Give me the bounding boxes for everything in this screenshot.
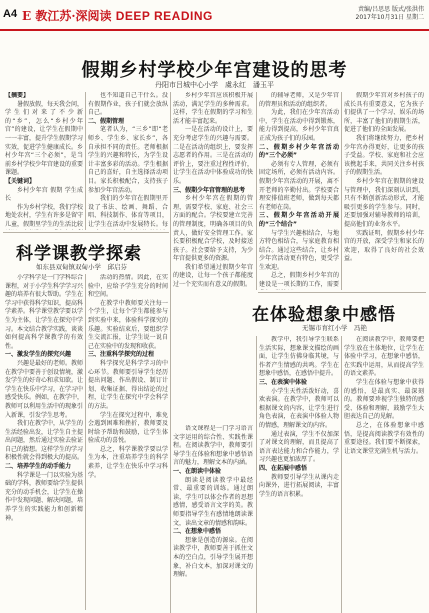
paragraph: 我们在教学中，从学生的生活经验出发，让学生自主提出问题，然后通过实验去验证自己的猜想。这样学生的学习积极性就会得到极大的提高。 bbox=[5, 420, 83, 462]
section-title bbox=[22, 7, 213, 24]
subheading: 三、假期少年宫管理的思考 bbox=[173, 186, 246, 194]
paragraph: 一是在活动的设计上，要充分考虑学生的兴趣与需要。二是在活动的组织上，要发挥志愿者的作用。三是在活动的评价上，要注重过程性评价，让学生在活动中体验成功的快乐。 bbox=[173, 126, 253, 185]
paragraph: 我们的少年宫在假期里开设了书法、绘画、舞蹈、合唱、科技制作、体育等项目，让学生在活动中发展特长。每 bbox=[88, 195, 168, 228]
article2-title: 科学课教学探索 bbox=[16, 244, 142, 264]
paragraph: 我们希望通过假期少年宫的建设，让每一个孩子都能度过一个充实而有意义的假期。 bbox=[173, 263, 253, 289]
paragraph: 活动的热情。因此，在实验中，应给予学生充分的时间和空间。 bbox=[88, 274, 168, 299]
column-divider bbox=[256, 336, 257, 613]
article1-column-1 bbox=[5, 92, 83, 230]
paragraph: 想象是创造的源泉。在阅读教学中，教师要善于抓住文本的空白点，引导学生展开想象，补白文本，加深对课文的理解。 bbox=[173, 536, 253, 579]
subheading: 二、假期乡村少年宫活动的“三个必须” bbox=[259, 143, 339, 160]
paragraph: 在阅读教学中，教师要把学生放在主体地位，让学生在体验中学习，在想象中感悟，在实践中运用，从而提高学生的语文素养。 bbox=[344, 336, 424, 378]
paragraph: 朗读是阅读教学中最经常、最重要的训练。通过朗读，学生可以体会作者的思想感情，感受语言文字的美。教师要指导学生有感情地朗读课文，读出文章的情感和韵味。 bbox=[173, 476, 253, 527]
page-header bbox=[0, 0, 429, 30]
subheading: 三、假期少年宫活动开展的“三个结合” bbox=[259, 212, 339, 228]
paragraph: 必须有专人管理，必须有固定场所，必须有活动内容。假期少年宫活动的开展，离不开老师的辛勤付出。学校要合理安排值班老师，做到每天都有老师在岗。 bbox=[259, 160, 339, 211]
paragraph: 假期少年宫对乡村孩子的成长具有重要意义，它为孩子们提供了一个学习、娱乐的场所，丰富了他们的假期生活，促进了他们的全面发展。 bbox=[344, 92, 424, 134]
paragraph: 兴趣是最好的老师。教师在教学中要善于创设情境，激发学生的好奇心和求知欲。让学生在快乐中学习，在学习中感受快乐。例如，在教学中，教师可以利用生活中的现象引入新课，引发学生思考。 bbox=[5, 359, 83, 419]
paragraph: 小学科学是一门学科综合课程，对于小学生科学学习兴趣的培养有很大帮助。学生在学习中获得科学知识，提高科学素养。科学课堂教学要以学生为主体，让学生在探究中学习。本文结合教学实践，谈谈如何提高科学课教学的有效性。 bbox=[5, 274, 83, 350]
paragraph: 总之，在体验想象中感悟，是提高阅读教学有效性的重要途径。我们要不断探索，让语文课堂充满生机与活力。 bbox=[344, 421, 424, 455]
paragraph: 也不知道自己干什么。没有假期作业，孩子们就会放纵自己。 bbox=[88, 92, 168, 117]
section-prefix: E bbox=[22, 9, 32, 23]
subheading: 二、在想象中感悟 bbox=[173, 528, 222, 536]
paragraph: 我们将继续努力，把乡村少年宫办得更好，让更多的孩子受益。学校、家庭和社会应该携起手来，共同关注乡村孩子的假期生活。 bbox=[344, 134, 424, 177]
subheading: 【摘要】 bbox=[5, 92, 30, 99]
column-divider bbox=[341, 336, 342, 613]
paragraph: 科学课是一门以实验为基础的学科，教师要给学生提供充分的动手机会，让学生在操作中发现问题、解决问题，培养学生的实践能力和创新精神。 bbox=[5, 471, 83, 522]
paragraph: 总之，假期乡村少年宫的建设是一项长期的工作，需要 bbox=[259, 272, 339, 289]
column-divider bbox=[85, 274, 86, 610]
article2-byline: 如东县双甸镇双甸小学 邱启芬 bbox=[36, 263, 127, 271]
section-title-cn: 教江苏·深阅读 bbox=[35, 9, 112, 23]
subheading: 二、假期管理 bbox=[88, 117, 125, 125]
editor-credits: 责编/吕思思 版式/张洪伟 bbox=[358, 6, 424, 13]
article3-column-2 bbox=[259, 336, 339, 610]
subheading: 三、注重科学探究的过程 bbox=[88, 351, 155, 359]
article3-column-3 bbox=[344, 336, 424, 610]
article2-column-2 bbox=[88, 274, 168, 610]
subheading: 【关键词】 bbox=[5, 177, 36, 185]
subheading: 二、培养学生的动手能力 bbox=[5, 463, 72, 471]
paragraph: 教学中，我引导学生联系生活实际，想象课文描绘的画面，让学生仿佛身临其境，与作者产生情感的共鸣。学生在想象中感悟，在感悟中提升。 bbox=[259, 336, 339, 378]
paragraph: 在教学中教师要关注每一个学生，让每个学生都能参与到实验中来，体验科学探究的乐趣。实验结束后，要组织学生交流汇报，让学生说一说自己在实验中的发现和收获。 bbox=[88, 299, 168, 350]
paragraph: 语文课程是一门学习语言文字运用的综合性、实践性课程。在阅读教学中，教师要引导学生在体验和想象中感悟语言的魅力，理解文本的内涵。 bbox=[173, 425, 253, 467]
column-divider bbox=[256, 92, 257, 290]
paragraph: 暑假放假，每天我会问，学生们对来了不少新的“乡”，怎么“乡村少年宫”的建设，让学生在假期中一一丰富，提升学生假期学习实效，促进学生健康成长。乡村少年宫“三个必须”，是当前乡村学校少年宫建设的重要课题。 bbox=[5, 100, 83, 177]
page-number: A4 bbox=[3, 8, 18, 20]
paragraph: 教师要引导学生从课内走向课外，进行拓展阅读，丰富学生的语言积累。 bbox=[259, 473, 339, 498]
paragraph: 的辅导老师，又是少年宫的管理员和活动的组织者。 bbox=[259, 92, 339, 108]
paragraph: 作为乡村学校，我们学校地处农村，学生有许多是留守儿童，假期里学生的生活比较 bbox=[5, 203, 83, 228]
paragraph: 科学探究是科学学习的中心环节。教师要引导学生经历提出问题、作出假设、制订计划、收集证据、得出结论的过程，让学生在探究中学会科学的方法。 bbox=[88, 359, 168, 410]
section-divider bbox=[258, 292, 426, 293]
subheading: 一、在朗读中体验 bbox=[173, 467, 222, 475]
article3-column-1 bbox=[173, 425, 253, 610]
article2-column-1 bbox=[5, 274, 83, 610]
issue-date: 2017年10月31日 星期二 bbox=[355, 14, 424, 21]
article1-column-3 bbox=[173, 92, 253, 422]
paragraph: 实践证明，假期乡村少年宫的开放，深受学生和家长的欢迎，取得了良好的社会效益。 bbox=[344, 229, 424, 263]
article3-byline: 无锡市育红小学 冯艳 bbox=[302, 324, 367, 332]
subheading: 四、在拓展中感悟 bbox=[259, 464, 308, 472]
article1-title: 假期乡村学校少年宫建设的思考 bbox=[81, 60, 348, 81]
article1-column-2 bbox=[88, 92, 168, 230]
section-divider bbox=[3, 232, 169, 233]
paragraph: 学生在体验与想象中获得的感悟，是最真实、最深刻的。教师要珍视学生独特的感受、体验和理解，鼓励学生大胆表达自己的见解。 bbox=[344, 378, 424, 421]
paragraph: 乡村少年宫在假期的管理，需要学校、家庭、社会三方面的配合。学校要建立完善的管理制度，明确各项目的负责人，做好安全管理工作。家长要积极配合学校，及时接送孩子。社会要给予支持，为少年宫提供更多的资源。 bbox=[173, 195, 253, 263]
article1-byline: 丹阳市吕城中心小学 虞永红 潘玉平 bbox=[155, 81, 274, 89]
paragraph: 为此，我们在少年宫活动中，学生在活动中得到锻炼，能力得到提高，乡村少年宫真正成为孩子们的乐园。 bbox=[259, 109, 339, 142]
subheading: 三、在表演中体验 bbox=[259, 378, 308, 386]
article1-column-5 bbox=[344, 92, 424, 290]
header-rule bbox=[0, 29, 429, 31]
column-divider bbox=[85, 92, 86, 230]
issue-meta bbox=[314, 6, 424, 22]
section-title-en: DEEP READING bbox=[115, 9, 213, 23]
paragraph: 学生在探究过程中，难免会遇到困难和挫折，教师要及时给予帮助和鼓励，让学生体验成功的喜悦。 bbox=[88, 411, 168, 445]
paragraph: 乡村少年宫应该积极开展活动，满足学生的多种需求。这样，学生在假期的学习和生活才能丰富起来。 bbox=[173, 92, 253, 125]
paragraph: 乡村少年宫 假期 学生成长 bbox=[5, 186, 83, 203]
subheading: 一、激发学生的探究兴趣 bbox=[5, 351, 72, 359]
article3-title: 在体验想象中感悟 bbox=[252, 305, 396, 325]
column-divider bbox=[341, 92, 342, 290]
paragraph: 乡村少年宫在假期的建设与管理中，我们深刻认识到，只有不断创新活动形式，才能吸引更多的学生参与。同时，还要加强对辅导教师的培训，提高他们的业务水平。 bbox=[344, 177, 424, 228]
article1-column-4 bbox=[259, 92, 339, 290]
paragraph: 通过表演，学生不仅加深了对课文的理解，而且提高了语言表达能力和合作能力，学习兴趣也更加浓厚了。 bbox=[259, 430, 339, 464]
paragraph: 笔者认为，“三乡”即“老师乡、学生乡、家长乡”，各自承担不同的责任。老师根据学生的兴趣和特长，为学生设计丰富多彩的活动。学生根据自己的喜好，自主选择活动项目。家长积极配合，支持孩子参加少年宫活动。 bbox=[88, 126, 168, 194]
paragraph: 与学生兴趣相结合，与地方特色相结合，与家庭教育相结合。通过这些结合，让乡村少年宫活动更有特色，更受学生欢迎。 bbox=[259, 229, 339, 271]
paragraph: 小学生天性活泼好动，喜欢表演。在教学中，教师可以根据课文的内容，让学生进行角色表演，在表演中体验人物的情感，理解课文的内容。 bbox=[259, 387, 339, 429]
column-divider bbox=[170, 92, 171, 613]
paragraph: 总之，科学课教学要以学生为本，注重培养学生的科学素养，让学生在快乐中学习科学。 bbox=[88, 445, 168, 479]
